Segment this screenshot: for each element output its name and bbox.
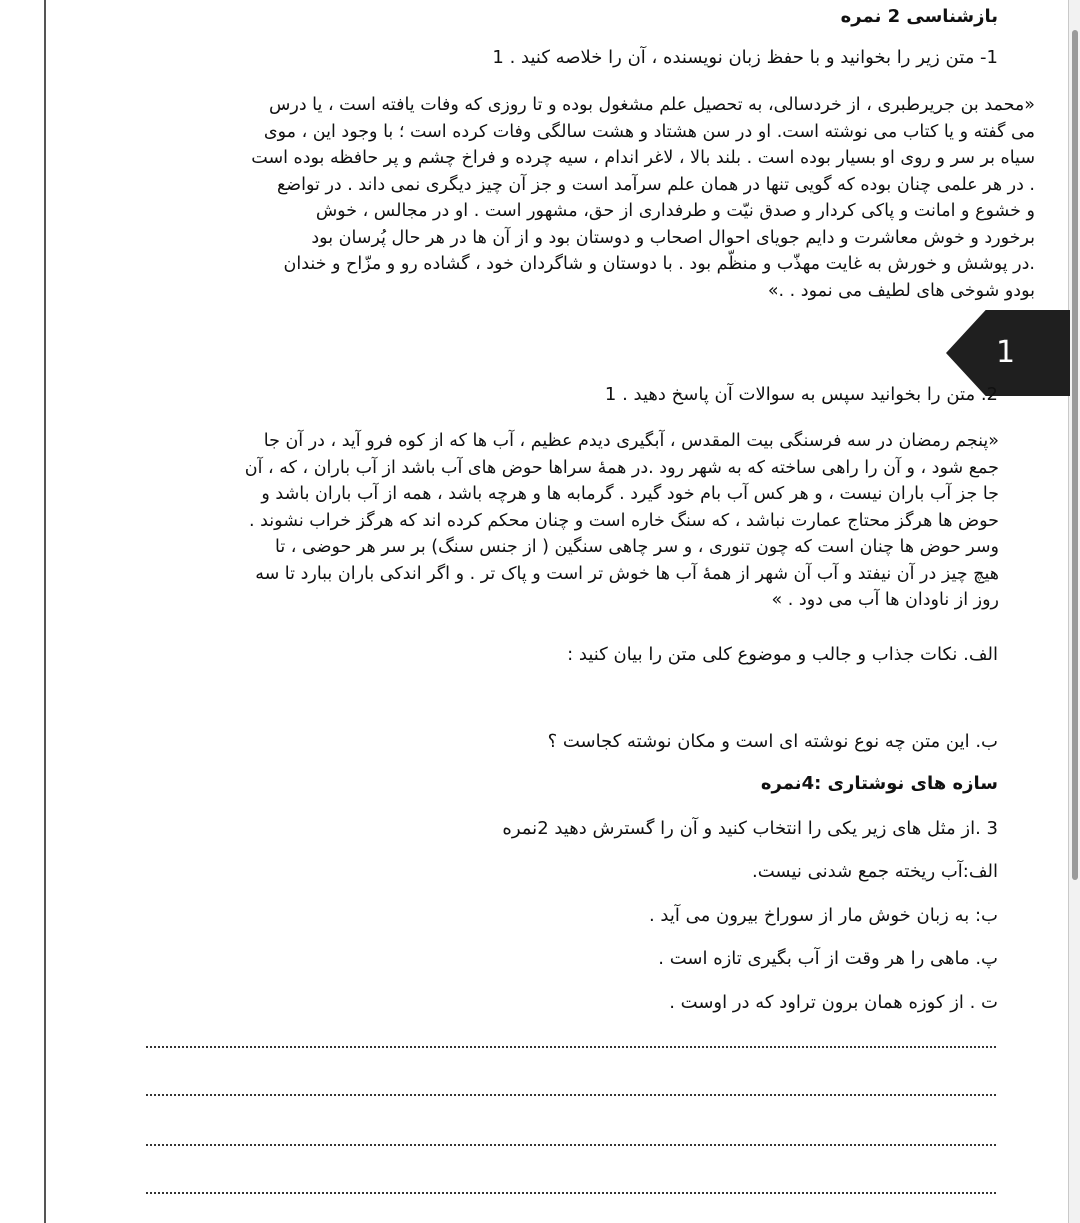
q1-line: بودو شوخی های لطیف می نمود . .» [767, 280, 1035, 301]
q1-instruction: 1- متن زیر را بخوانید و با حفظ زبان نویسنده ، آن را خلاصه کنید . 1 [492, 47, 998, 68]
q2-line: «پنجم رمضان در سه فرسنگی بیت المقدس ، آبگیری دیدم عظیم ، آب ها که از کوه فرو آید ، در آن جا [263, 431, 999, 451]
scrollbar-thumb[interactable] [1072, 30, 1078, 880]
q3-option-d: ت . از کوزه همان برون تراود که در اوست . [669, 992, 998, 1013]
q2-line: روز از ناودان ها آب می دود . » [771, 590, 999, 610]
q1-line: می گفته و یا کتاب می نوشته است. او در سن هشتاد و هشت سالگی وفات کرده است ؛ با وجود این ، موی [263, 121, 1035, 142]
q3-option-b: ب: به زبان خوش مار از سوراخ بیرون می آید . [648, 905, 998, 926]
q1-passage [160, 92, 1035, 304]
section-title: بازشناسی 2 نمره [840, 6, 998, 27]
page-number: 1 [996, 335, 1016, 370]
q3-option-c: پ. ماهی را هر وقت از آب بگیری تازه است . [658, 948, 998, 969]
q3-instruction: 3 .از مثل های زیر یکی را انتخاب کنید و آن را گسترش دهید 2نمره [502, 818, 998, 839]
q3-option-a: الف:آب ریخته جمع شدنی نیست. [752, 861, 998, 882]
answer-line [146, 1046, 996, 1048]
scrollbar[interactable] [1068, 0, 1080, 1223]
section2-title: سازه های نوشتاری :4نمره [760, 773, 998, 794]
q1-line: سیاه بر سر و روی او بسیار بوده است . بلند بالا ، لاغر اندام ، سیه چرده و فراخ چشم و پر حافظه بوده است [251, 148, 1035, 168]
q1-line: و خشوع و امانت و پاکی کردار و صدق نیّت و طرفداری از حق، مشهور است . او در مجالس ، خوش [315, 201, 1035, 221]
q2-instruction: 2. متن را بخوانید سپس به سوالات آن پاسخ دهید . 1 [604, 384, 998, 405]
q2-part-b: ب. این متن چه نوع نوشته ای است و مکان نوشته کجاست ؟ [547, 731, 998, 752]
answer-line [146, 1192, 996, 1194]
q2-line: هیچ چیز در آن نیفتد و آب آن شهر از همهٔ آب ها خوش تر است و پاک تر . و اگر اندکی باران ببارد تا سه [255, 563, 999, 584]
q2-line: جا جز آب باران نیست ، و هر کس آب بام خود گیرد . گرمابه ها و هرچه باشد ، همه از آب باران باشد و [261, 484, 999, 504]
q2-line: وسر حوض ها چنان است که چون تنوری ، و سر چاهی سنگین ( از جنس سنگ) بر سر هر حوضی ، تا [275, 537, 999, 557]
q1-line: برخورد و خوش معاشرت و دایم جویای احوال اصحاب و دوستان بود و از آن ها در هر حال پُرسان بود [311, 227, 1035, 248]
q2-part-a: الف. نکات جذاب و جالب و موضوع کلی متن را بیان کنید : [567, 644, 998, 665]
answer-line [146, 1144, 996, 1146]
q1-line: «محمد بن جریرطبری ، از خردسالی، به تحصیل علم مشغول بوده و تا روزی که وفات یافته است ، یا درس [269, 95, 1035, 115]
q1-line: . در هر علمی چنان بوده که گویی تنها در همان علم سرآمد است و جز آن چیز دیگری نمی داند . در تواضع [276, 174, 1035, 195]
q2-line: جمع شود ، و آن را راهی ساخته که به شهر رود .در همهٔ سراها حوض های آب باشد از آب باران ، که ، آن [244, 457, 999, 478]
q2-line: حوض ها هرگز محتاج عمارت نباشد ، که سنگ خاره است و چنان محکم کرده اند که هرگز خراب نشوند . [249, 510, 999, 531]
answer-line [146, 1094, 996, 1096]
page-left-border [44, 0, 46, 1223]
q2-passage [145, 428, 999, 614]
q1-line: .در پوشش و خورش به غایت مهذّب و منظّم بود . با دوستان و شاگردان خود ، گشاده رو و مزّاح و خندان [283, 254, 1035, 274]
